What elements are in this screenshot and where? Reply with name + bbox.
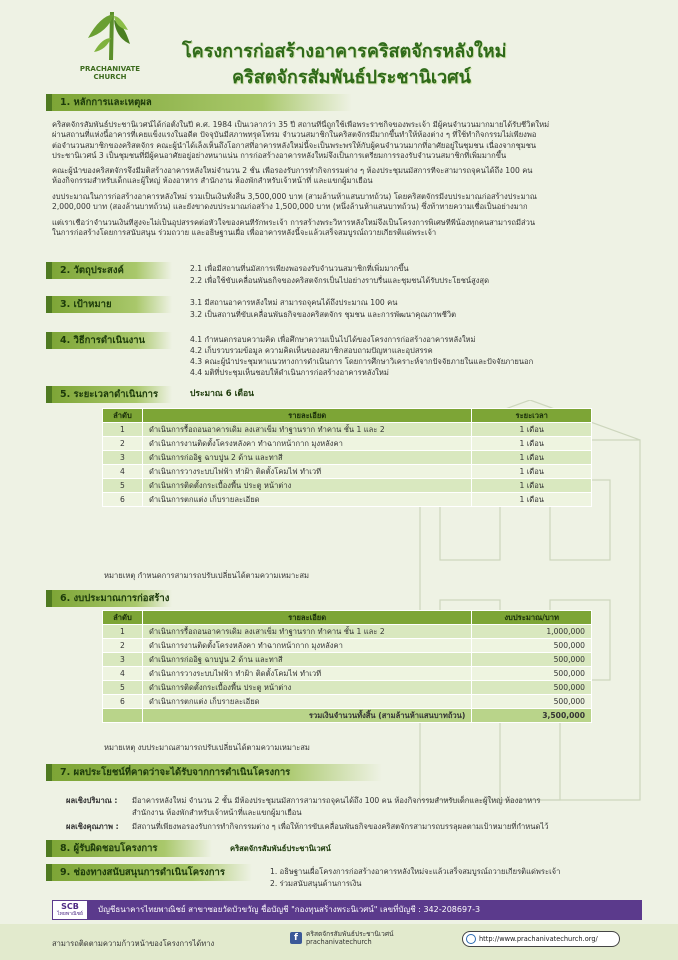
budget-table [102,610,592,723]
table-row: 5 ดำเนินการติดตั้งกระเบื้องพื้น ประตู หน้าต่าง 1 เดือน [103,479,592,493]
section4-heading: 4. วิธีการดำเนินงาน [52,332,172,349]
section1-paragraph-4: แต่เราเชื่อว่าจำนวนเงินที่สูงจะไม่เป็นอุปสรรคต่อหัวใจของคนที่รักพระเจ้า การสร้างพระวิหารหลังใหม่จึงเป็นโครงการพิเศษที่พี่น้องทุกคนสามารถมีส่วน ในการก่อสร้างโดยการสนับสนุน ร่วมถวาย และอธิษฐานเผื่อ เพื่ออาคารหลังนี้จะแล้วเสร็จสมบูรณ์ถวายเกียรติแด่พระเจ้า [52,218,536,238]
table-row: 6 ดำเนินการตกแต่ง เก็บรายละเอียด 500,000 [103,695,592,709]
budget-note: หมายเหตุ งบประมาณสามารถปรับเปลี่ยนได้ตามความเหมาะสม [104,743,310,752]
table-header: งบประมาณ/บาท [472,611,592,625]
section1-paragraph-2: คณะผู้นำของคริสตจักรจึงมีมติสร้างอาคารหลังใหม่จำนวน 2 ชั้น เพื่อรองรับการทำกิจกรรมต่าง ๆ ห้องประชุมนมัสการที่จะสามารถจุคนได้ถึง 100 คน ห้องกิจกรรมสำหรับเด็กและผู้ใหญ่ ห้องอาหาร สำนักงาน ห้องพักสำหรับเจ้าหน้าที่ และแขกผู้มาเยือน [52,166,533,186]
section6-heading: 6. งบประมาณการก่อสร้าง [52,590,172,607]
table-row: 1 ดำเนินการรื้อถอนอาคารเดิม ลงเสาเข็ม ทำฐานราก ทำคาน ชั้น 1 และ 2 1,000,000 [103,625,592,639]
duration-value: ประมาณ 6 เดือน [190,389,254,399]
section3-heading: 3. เป้าหมาย [52,296,172,313]
table-row: 5 ดำเนินการติดตั้งกระเบื้องพื้น ประตู หน้าต่าง 500,000 [103,681,592,695]
table-row: 4 ดำเนินการวางระบบไฟฟ้า ทำฝ้า ติดตั้งโคมไฟ ทำเวที 1 เดือน [103,465,592,479]
schedule-table [102,408,592,507]
facebook-icon[interactable]: f [290,932,302,944]
section9-heading: 9. ช่องทางสนับสนุนการดำเนินโครงการ [52,864,252,881]
support-item: 1. อธิษฐานเผื่อโครงการก่อสร้างอาคารหลังใหม่จะแล้วเสร็จสมบูรณ์ถวายเกียรติแด่พระเจ้า [270,867,561,876]
logo-text-line2: CHURCH [93,73,127,81]
table-header: ระยะเวลา [472,409,592,423]
globe-icon [466,934,476,944]
table-header: ลำดับ [103,611,143,625]
section1-paragraph-3: งบประมาณในการก่อสร้างอาคารหลังใหม่ รวมเป็นเงินทั้งสิ้น 3,500,000 บาท (สามล้านห้าแสนบาทถ้วน) โดยคริสตจักรมีงบประมาณก่อสร้างประมาณ 2,000,000 บาท (สองล้านบาทถ้วน) และยังขาดงบประมาณก่อสร้าง 1,500,000 บาท (หนึ่งล้านห้าแสนบาทถ้วน) ซึ่งท้าทายความเชื่อเป็นอย่างมาก [52,192,537,212]
quality-line: มีสถานที่เพียงพอรองรับการทำกิจกรรมต่าง ๆ เพื่อให้การขับเคลื่อนพันธกิจของคริสตจักรสามารถบรรลุผลตามเป้าหมายที่กำหนดไว้ [132,822,549,831]
quantity-line: มีอาคารหลังใหม่ จำนวน 2 ชั้น มีห้องประชุมนมัสการสามารถจุคนได้ถึง 100 คน ห้องกิจกรรมสำหรับเด็กและผู้ใหญ่ ห้องอาหาร [132,796,541,805]
table-header: รายละเอียด [142,611,471,625]
header [0,0,678,88]
objective-item: 2.1 เพื่อมีสถานที่นมัสการเพียงพอรองรับจำนวนสมาชิกที่เพิ่มมากขึ้น [190,264,409,273]
facebook-page-link[interactable]: คริสตจักรสัมพันธ์ประชานิเวศน์ prachanivatechurch [306,930,394,946]
quality-label: ผลเชิงคุณภาพ : [66,822,119,831]
table-row: 4 ดำเนินการวางระบบไฟฟ้า ทำฝ้า ติดตั้งโคมไฟ ทำเวที 500,000 [103,667,592,681]
responsible-party: คริสตจักรสัมพันธ์ประชานิเวศน์ [230,844,331,853]
leaf-cross-icon [80,8,140,64]
table-header: ลำดับ [103,409,143,423]
footer [0,924,678,960]
quantity-line: สำนักงาน ห้องพักสำหรับเจ้าหน้าที่และแขกผู้มาเยือน [132,808,302,817]
table-row: 3 ดำเนินการก่ออิฐ ฉาบปูน 2 ด้าน และทาสี 1 เดือน [103,451,592,465]
table-row: 6 ดำเนินการตกแต่ง เก็บรายละเอียด 1 เดือน [103,493,592,507]
table-header: รายละเอียด [142,409,472,423]
section1-paragraph-1: คริสตจักรสัมพันธ์ประชานิเวศน์ได้ก่อตั้งในปี ค.ศ. 1984 เป็นเวลากว่า 35 ปี สถานที่นี้ถูกใช้เพื่อพระราชกิจของพระเจ้า มีผู้คนจำนวนมากมายได้รับชีวิตใหม่ ผ่านสถานที่แห่งนี้อาคารที่เคยแข็งแรงในอดีต ปัจจุบันมีสภาพทรุดโทรม จำนวนสมาชิกในคริสตจักรมีมากขึ้นทำให้ห้องต่าง ๆ ที่ใช้ทำกิจกรรมไม่เพียงพอ ต่อจำนวนสมาชิกของคริสตจักร คณะผู้นำได้เล็งเห็นถึงโอกาสที่อาคารหลังใหม่นี้จะเป็นพระพรให้กับผู้คนจำนวนมากที่อาศัยอยู่ในชุมชน เนื่องจากชุมชน ประชานิเวศน์ 3 เป็นชุมชนที่มีผู้คนอาศัยอยู่อย่างหนาแน่น การก่อสร้างอาคารหลังใหม่จึงเป็นการเตรียมการรองรับจำนวนสมาชิกที่เพิ่มมากขึ้น [52,120,550,161]
page-title-line2: คริสตจักรสัมพันธ์ประชานิเวศน์ [232,67,471,88]
goal-item: 3.1 มีสถานอาคารหลังใหม่ สามารถจุคนได้ถึงประมาณ 100 คน [190,298,398,307]
church-logo [70,8,150,86]
section5-heading: 5. ระยะเวลาดำเนินการ [52,386,172,403]
method-item: 4.4 มติที่ประชุมเห็นชอบให้ดำเนินการก่อสร้างอาคารหลังใหม่ [190,368,389,377]
table-row: 1 ดำเนินการรื้อถอนอาคารเดิม ลงเสาเข็ม ทำฐานราก ทำคาน ชั้น 1 และ 2 1 เดือน [103,423,592,437]
section7-heading: 7. ผลประโยชน์ที่คาดว่าจะได้รับจากการดำเนินโครงการ [52,764,382,781]
bank-account-bar [52,900,642,920]
section8-heading: 8. ผู้รับผิดชอบโครงการ [52,840,212,857]
method-item: 4.3 คณะผู้นำประชุมหาแนวทางการดำเนินการ โดยการศึกษาวิเคราะห์จากปัจจัยภายในและปัจจัยภายนอก [190,357,534,366]
objective-item: 2.2 เพื่อใช้ขับเคลื่อนพันธกิจของคริสตจักรเป็นไปอย่างราบรื่นและชุมชนได้รับประโยชน์สูงสุด [190,276,489,285]
quantity-label: ผลเชิงปริมาณ : [66,796,118,805]
table-row: 2 ดำเนินการงานติดตั้งโครงหลังคา ทำฉากหน้ากาก มุงหลังคา 1 เดือน [103,437,592,451]
section2-heading: 2. วัตถุประสงค์ [52,262,172,279]
bank-account-text: บัญชีธนาคารไทยพาณิชย์ สาขาซอยวัดบัวขวัญ ชื่อบัญชี "กองทุนสร้างพระนิเวศน์" เลขที่บัญชี : 342-208697-3 [98,905,481,914]
support-item: 2. ร่วมสนับสนุนด้านการเงิน [270,879,362,888]
goal-item: 3.2 เป็นสถานที่ขับเคลื่อนพันธกิจของคริสตจักร ชุมชน และการพัฒนาคุณภาพชีวิต [190,310,457,319]
method-item: 4.1 กำหนดกรอบความคิด เพื่อศึกษาความเป็นไปได้ของโครงการก่อสร้างอาคารหลังใหม่ [190,335,476,344]
schedule-note: หมายเหตุ กำหนดการสามารถปรับเปลี่ยนได้ตามความเหมาะสม [104,571,310,580]
method-item: 4.2 เก็บรวบรวมข้อมูล ความคิดเห็นของสมาชิกสอบถามปัญหาและอุปสรรค [190,346,433,355]
table-row: 3 ดำเนินการก่ออิฐ ฉาบปูน 2 ด้าน และทาสี 500,000 [103,653,592,667]
logo-text-line1: PRACHANIVATE [79,65,141,73]
section1-heading: 1. หลักการและเหตุผล [52,94,352,111]
budget-total-row: รวมเงินจำนวนทั้งสิ้น (สามล้านห้าแสนบาทถ้วน) 3,500,000 [103,709,592,723]
scb-logo: SCB ไทยพาณิชย์ [52,900,88,920]
follow-text: สามารถติดตามความก้าวหน้าของโครงการได้ทาง [52,939,215,948]
table-row: 2 ดำเนินการงานติดตั้งโครงหลังคา ทำฉากหน้ากาก มุงหลังคา 500,000 [103,639,592,653]
website-link[interactable]: http://www.prachanivatechurch.org/ [462,931,620,947]
page-title-line1: โครงการก่อสร้างอาคารคริสตจักรหลังใหม่ [182,41,507,62]
